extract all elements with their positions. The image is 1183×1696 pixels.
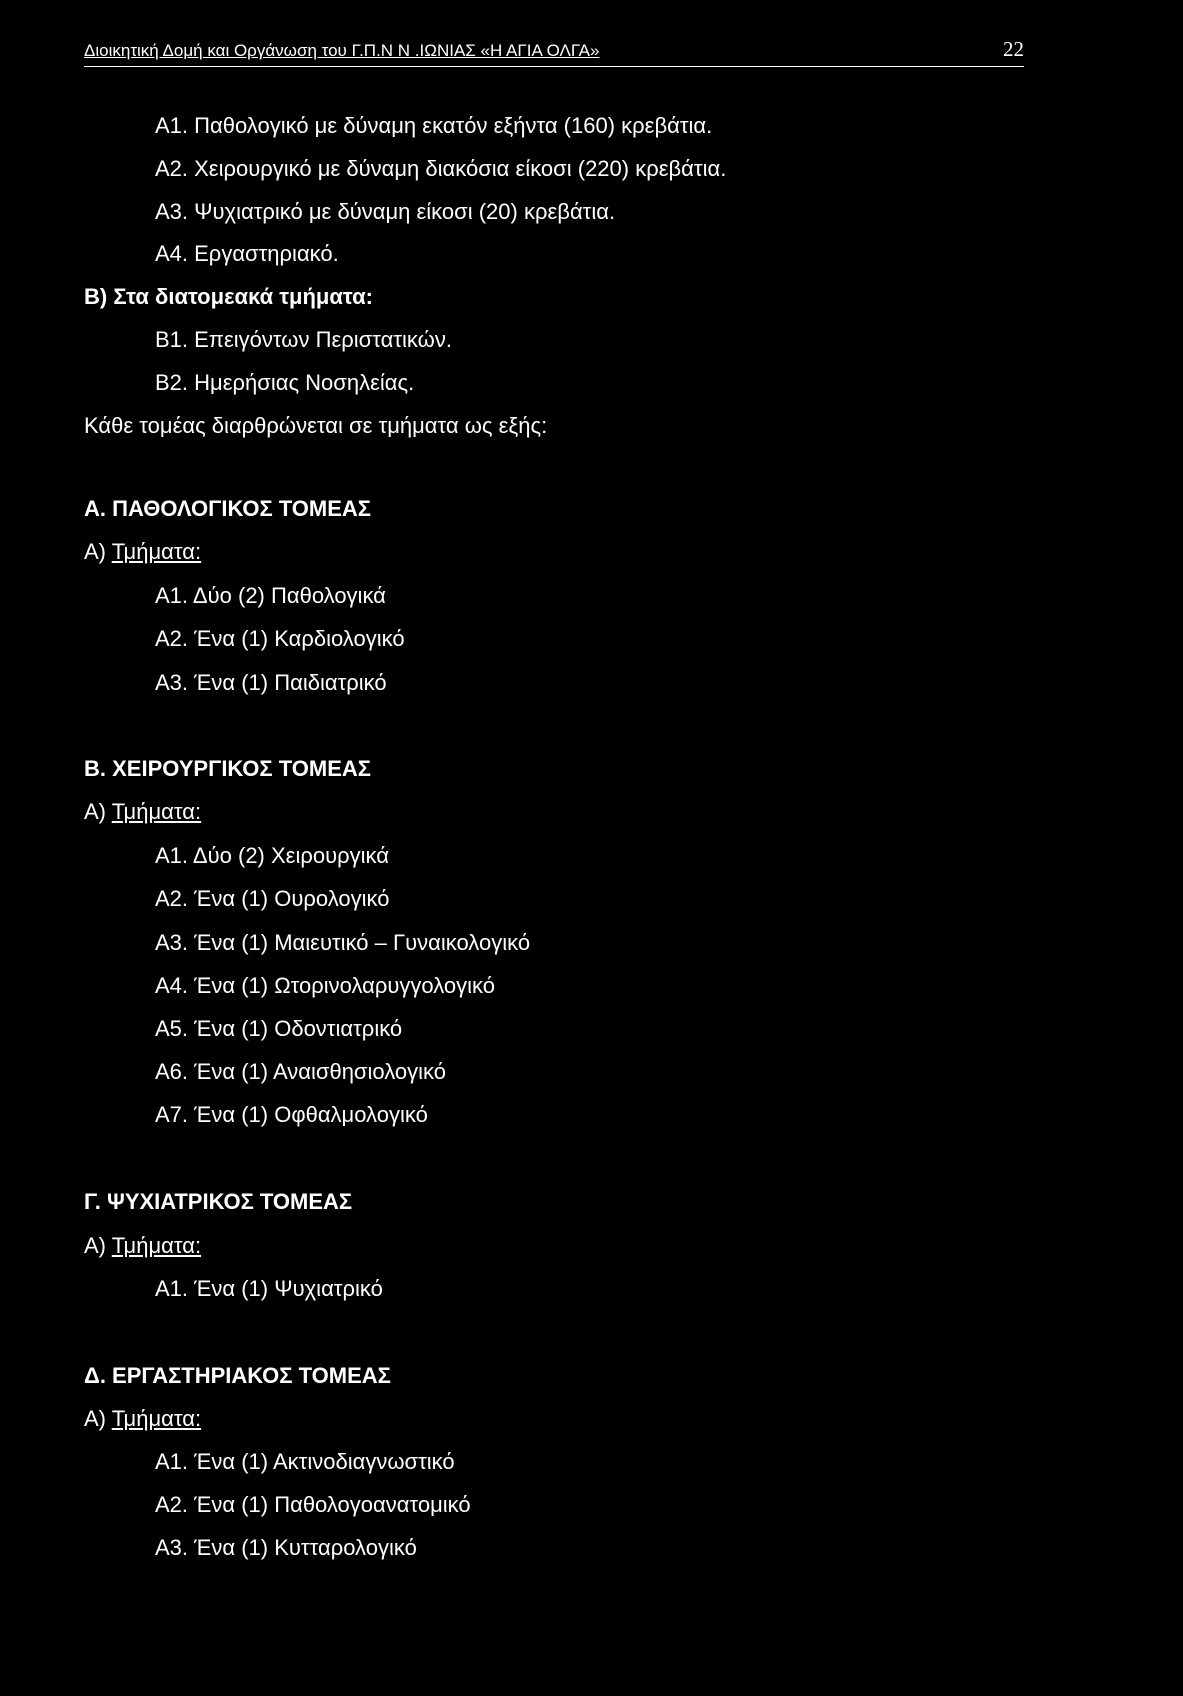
sub-prefix: Α) (84, 539, 112, 564)
sector-subheading (84, 1406, 201, 1432)
sector-subheading (84, 799, 201, 825)
department-item: Α7. Ένα (1) Οφθαλμολογικό (155, 1102, 428, 1127)
sub-label: Τμήματα: (111, 1233, 202, 1258)
sector-subheading (84, 1233, 201, 1259)
department-item: Α2. Ένα (1) Καρδιολογικό (155, 626, 405, 651)
sector-title: Β. ΧΕΙΡΟΥΡΓΙΚΟΣ ΤΟΜΕΑΣ (84, 756, 371, 781)
sub-prefix: Α) (84, 1233, 112, 1258)
department-item: Α5. Ένα (1) Οδοντιατρικό (155, 1016, 403, 1041)
intro-item: Α3. Ψυχιατρικό με δύναμη είκοσι (20) κρεβάτια. (155, 199, 616, 224)
summary-text: Κάθε τομέας διαρθρώνεται σε τμήματα ως εξής: (84, 413, 548, 438)
sector-subheading (84, 539, 201, 565)
sub-label: Τμήματα: (111, 1406, 202, 1431)
department-item: Α1. Ένα (1) Ακτινοδιαγνωστικό (155, 1449, 455, 1474)
department-item: Α6. Ένα (1) Αναισθησιολογικό (155, 1059, 446, 1084)
department-item: Α3. Ένα (1) Μαιευτικό – Γυναικολογικό (155, 930, 531, 955)
sector-title: Α. ΠΑΘΟΛΟΓΙΚΟΣ ΤΟΜΕΑΣ (84, 496, 372, 521)
header-title: Διοικητική Δομή και Οργάνωση του Γ.Π.Ν Ν .ΙΩΝΙΑΣ «Η ΑΓΙΑ ΟΛΓΑ» (84, 41, 600, 60)
interdept-item: Β2. Ημερήσιας Νοσηλείας. (155, 370, 415, 395)
page-number: 22 (1003, 37, 1024, 61)
sector-title: Δ. ΕΡΓΑΣΤΗΡΙΑΚΟΣ ΤΟΜΕΑΣ (84, 1363, 391, 1388)
department-item: Α1. Δύο (2) Χειρουργικά (155, 843, 389, 868)
intro-item: Α4. Εργαστηριακό. (155, 241, 339, 266)
department-item: Α1. Ένα (1) Ψυχιατρικό (155, 1276, 383, 1301)
department-item: Α1. Δύο (2) Παθολογικά (155, 583, 386, 608)
sector-title: Γ. ΨΥΧΙΑΤΡΙΚΟΣ ΤΟΜΕΑΣ (84, 1189, 353, 1214)
interdept-item: Β1. Επειγόντων Περιστατικών. (155, 327, 452, 352)
page-header (84, 36, 1024, 67)
intro-item: Α2. Χειρουργικό με δύναμη διακόσια είκοσι (220) κρεβάτια. (155, 156, 727, 181)
sub-label: Τμήματα: (111, 539, 202, 564)
sub-prefix: Α) (84, 799, 112, 824)
department-item: Α4. Ένα (1) Ωτορινολαρυγγολογικό (155, 973, 496, 998)
sub-prefix: Α) (84, 1406, 112, 1431)
department-item: Α3. Ένα (1) Κυτταρολογικό (155, 1535, 417, 1560)
department-item: Α2. Ένα (1) Ουρολογικό (155, 886, 390, 911)
interdept-heading: Β) Στα διατομεακά τμήματα: (84, 284, 373, 309)
department-item: Α2. Ένα (1) Παθολογοανατομικό (155, 1492, 471, 1517)
department-item: Α3. Ένα (1) Παιδιατρικό (155, 670, 387, 695)
sub-label: Τμήματα: (111, 799, 202, 824)
intro-item: Α1. Παθολογικό με δύναμη εκατόν εξήντα (160) κρεβάτια. (155, 113, 713, 138)
